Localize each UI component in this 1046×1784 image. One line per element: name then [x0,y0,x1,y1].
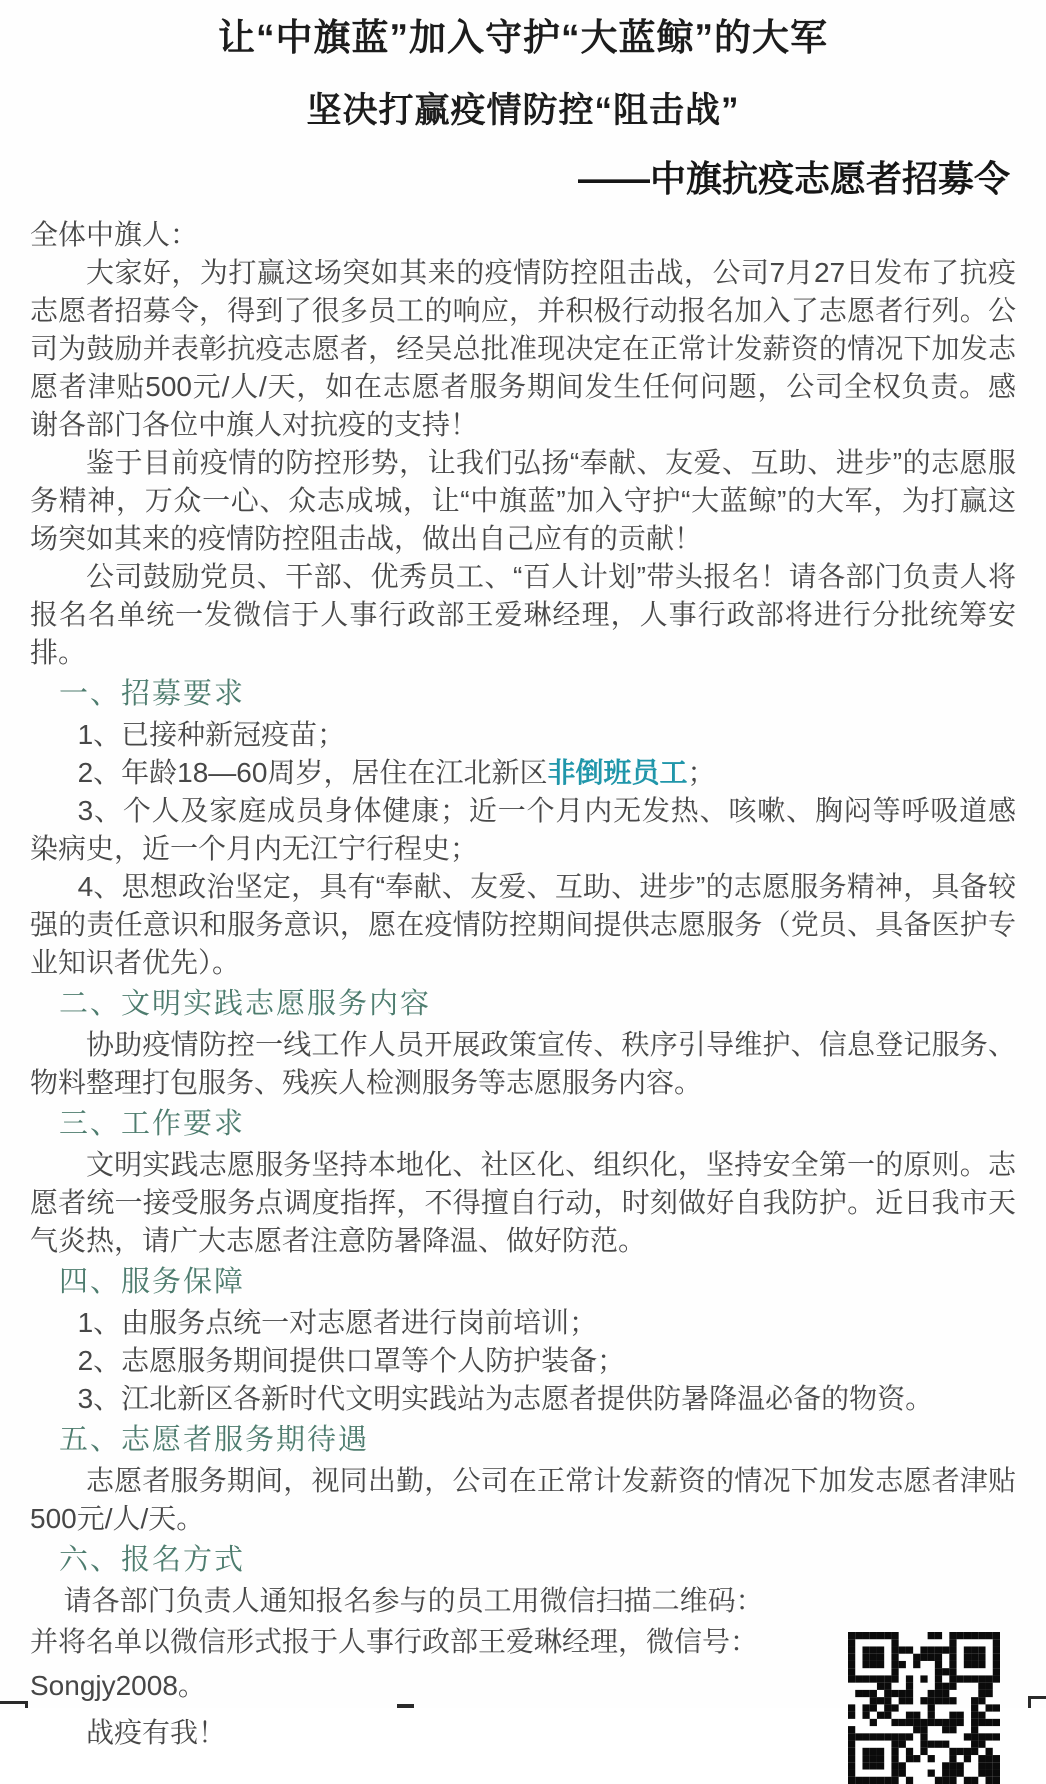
intro-paragraph-2: 鉴于目前疫情的防控形势，让我们弘扬“奉献、友爱、互助、进步”的志愿服务精神，万众一心、众志成城，让“中旗蓝”加入守护“大蓝鲸”的大军，为打赢这场突如其来的疫情防控阻击战，做出自己应有的贡献！ [30,447,1016,554]
document-byline: ——中旗抗疫志愿者招募令 [577,158,1010,199]
cropped-fragment-bottom-middle [397,1704,414,1708]
signup-wechat-line: 并将名单以微信形式报于人事行政部王爱琳经理，微信号：Songjy2008。 [30,1626,759,1701]
closing-slogan: 战疫有我！ [86,1717,227,1748]
intro-paragraph-3: 公司鼓励党员、干部、优秀员工、“百人计划”带头报名！请各部门负责人将报名名单统一发微信于人事行政部王爱琳经理，人事行政部将进行分批统筹安排。 [30,561,1016,668]
signup-block [30,1582,1016,1784]
salutation: 全体中旗人： [30,219,199,250]
section-2-heading: 二、文明实践志愿服务内容 [59,988,432,1020]
wechat-qr-code-icon [844,1632,1004,1784]
signup-instruction-line: 请各部门负责人通知报名参与的员工用微信扫描二维码： [63,1585,764,1616]
section-5-heading: 五、志愿者服务期待遇 [59,1424,370,1456]
cropped-fragment-bottom-left [0,1701,27,1704]
section-4-heading: 四、服务保障 [59,1266,246,1298]
item-2-highlight-non-shift-workers: 非倒班员工 [547,757,688,788]
section-2-body: 协助疫情防控一线工作人员开展政策宣传、秩序引导维护、信息登记服务、物料整理打包服务、残疾人检测服务等志愿服务内容。 [30,1029,1016,1098]
section-3-heading: 三、工作要求 [59,1108,246,1140]
intro-paragraph-1: 大家好，为打赢这场突如其来的疫情防控阻击战，公司7月27日发布了抗疫志愿者招募令，得到了很多员工的响应，并积极行动报名加入了志愿者行列。公司为鼓励并表彰抗疫志愿者，经吴总批准现决定在正常计发薪资的情况下加发志愿者津贴500元/人/天，如在志愿者服务期间发生任何问题，公司全权负责。感谢各部门各位中旗人对抗疫的支持！ [30,257,1016,440]
section-3-body: 文明实践志愿服务坚持本地化、社区化、组织化，坚持安全第一的原则。志愿者统一接受服务点调度指挥，不得擅自行动，时刻做好自我防护。近日我市天气炎热，请广大志愿者注意防暑降温、做好防范。 [30,1149,1016,1256]
section-4-item-1: 1、由服务点统一对志愿者进行岗前培训； [77,1307,598,1338]
section-6-heading: 六、报名方式 [59,1544,246,1576]
document-subtitle: 坚决打赢疫情防控“阻击战” [306,91,740,130]
item-2-suffix: ； [687,757,716,788]
section-1-item-4: 4、思想政治坚定，具有“奉献、友爱、互助、进步”的志愿服务精神，具备较强的责任意识和服务意识，愿在疫情防控期间提供志愿服务（党员、具备医护专业知识者优先）。 [30,871,1016,978]
item-2-prefix: 2、年龄18—60周岁，居住在江北新区 [77,757,548,788]
section-1-heading: 一、招募要求 [59,678,246,710]
section-1-item-1: 1、已接种新冠疫苗； [77,719,346,750]
section-4-item-3: 3、江北新区各新时代文明实践站为志愿者提供防暑降温必备的物资。 [77,1383,934,1414]
section-1-item-3: 3、个人及家庭成员身体健康；近一个月内无发热、咳嗽、胸闷等呼吸道感染病史，近一个月内无江宁行程史； [30,795,1016,864]
qr-code-image [844,1632,1004,1784]
section-4-item-2: 2、志愿服务期间提供口罩等个人防护装备； [77,1345,626,1376]
section-1-item-2 [30,754,1016,792]
cropped-fragment-bottom-right-edge [1028,1696,1031,1708]
section-5-body: 志愿者服务期间，视同出勤，公司在正常计发薪资的情况下加发志愿者津贴500元/人/天。 [30,1465,1016,1534]
cropped-fragment-bottom-left-edge [25,1701,28,1708]
document-title: 让“中旗蓝”加入守护“大蓝鲸”的大军 [218,17,828,58]
